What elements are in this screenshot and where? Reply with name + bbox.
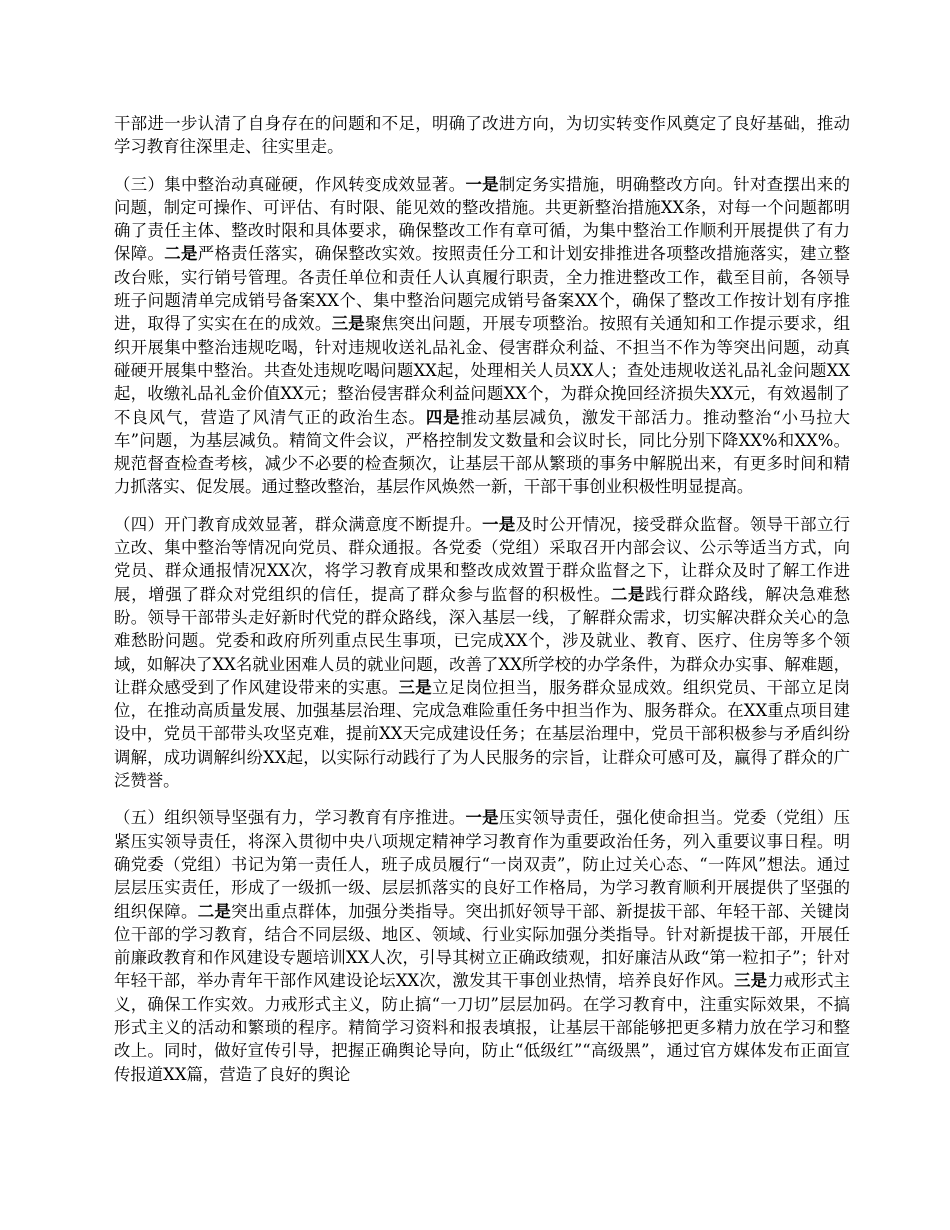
emphasis-marker: 四是 bbox=[425, 407, 461, 427]
text-run: （五）组织领导坚强有力，学习教育有序推进。 bbox=[114, 808, 466, 828]
paragraph-section-3 bbox=[114, 173, 850, 499]
emphasis-marker: 三是 bbox=[398, 677, 432, 697]
emphasis-marker: 一是 bbox=[482, 514, 516, 534]
text-run: 力戒形式主义，确保工作实效。力戒形式主义，防止搞“一刀切”层层加码。在学习教育中，注重实际效果，不搞形式主义的活动和繁琐的程序。精简学习资料和报表填报，让基层干部能够把更多精力放在学习和整改上。同时，做好宣传引导，把握正确舆论导向，防止“低级红”“高级黑”，通过官方媒体发布正面宣传报道XX篇，营造了良好的舆论 bbox=[114, 971, 851, 1084]
text-run: 压实领导责任，强化使命担当。党委（党组）压紧压实领导责任，将深入贯彻中央八项规定精神学习教育作为重要政治任务，列入重要议事日程。明确党委（党组）书记为第一责任人，班子成员履行“一岗双责”，防止过关心态、“一阵风”想法。通过层层压实责任，形成了一级抓一级、层层抓落实的良好工作格局，为学习教育顺利开展提供了坚强的组织保障。 bbox=[114, 808, 851, 921]
text-run: 聚焦突出问题，开展专项整治。按照有关通知和工作提示要求，组织开展集中整治违规吃喝，针对违规收送礼品礼金、侵害群众利益、不担当不作为等突出问题，动真碰硬开展集中整治。共查处违规吃喝问题XX起，处理相关人员XX人；查处违规收送礼品礼金问题XX起，收缴礼品礼金价值XX元；整治侵害群众利益问题XX个，为群众挽回经济损失XX元，有效遏制了不良风气，营造了风清气正的政治生态。 bbox=[114, 314, 851, 427]
text-run: 践行群众路线，解决急难愁盼。领导干部带头走好新时代党的群众路线，深入基层一线，了解群众需求，切实解决群众关心的急难愁盼问题。党委和政府所列重点民生事项，已完成XX个，涉及就业、教育、医疗、住房等多个领域，如解决了XX名就业困难人员的就业问题，改善了XX所学校的办学条件，为群众办实事、解难题，让群众感受到了作风建设带来的实惠。 bbox=[114, 584, 851, 697]
emphasis-marker: 一是 bbox=[465, 808, 499, 828]
text-run: 干部进一步认清了自身存在的问题和不足，明确了改进方向，为切实转变作风奠定了良好基础，推动学习教育往深里走、往实里走。 bbox=[114, 114, 850, 157]
emphasis-marker: 二是 bbox=[610, 584, 646, 604]
text-run: （四）开门教育成效显著，群众满意度不断提升。 bbox=[114, 514, 483, 534]
text-run: 制定务实措施，明确整改方向。针对查摆出来的问题，制定可操作、可评估、有时限、能见效的整改措施。共更新整治措施XX条，对每一个问题都明确了责任主体、整改时限和具体要求，确保整改工作有章可循，为集中整治工作顺利开展提供了有力保障。 bbox=[114, 174, 851, 264]
text-run: 及时公开情况，接受群众监督。领导干部立行立改、集中整治等情况向党员、群众通报。各党委（党组）采取召开内部会议、公示等适当方式，向党员、群众通报情况XX次，将学习教育成果和整改成效置于群众监督之下，让群众及时了解工作进展，增强了群众对党组织的信任，提高了群众参与监督的积极性。 bbox=[114, 514, 851, 604]
text-run: 立足岗位担当，服务群众显成效。组织党员、干部立足岗位，在推动高质量发展、加强基层治理、完成急难险重任务中担当作为、服务群众。在XX重点项目建设中，党员干部带头攻坚克难，提前XX天完成建设任务；在基层治理中，党员干部积极参与矛盾纠纷调解，成功调解纠纷XX起，以实际行动践行了为人民服务的宗旨，让群众可感可及，赢得了群众的广泛赞誉。 bbox=[114, 677, 851, 791]
emphasis-marker: 二是 bbox=[164, 244, 198, 264]
text-run: 突出重点群体，加强分类指导。突出抓好领导干部、新提拔干部、年轻干部、关键岗位干部的学习教育，结合不同层级、地区、领域、行业实际加强分类指导。针对新提拔干部，开展任前廉政教育和作风建设专题培训XX人次，引导其树立正确政绩观，扣好廉洁从政“第一粒扣子”；针对年轻干部，举办青年干部作风建设论坛XX次，激发其干事创业热情，培养良好作风。 bbox=[114, 901, 851, 991]
document-body bbox=[114, 112, 850, 1086]
paragraph-section-5 bbox=[114, 806, 850, 1086]
emphasis-marker: 三是 bbox=[331, 314, 366, 334]
text-run: 推动基层减负，激发干部活力。推动整治“小马拉大车”问题，为基层减负。精简文件会议，严格控制发文数量和会议时长，同比分别下降XX%和XX%。规范督查检查考核，减少不必要的检查频次，让基层干部从繁琐的事务中解脱出来，有更多时间和精力抓落实、促发展。通过整改整治，基层作风焕然一新，干部干事创业积极性明显提高。 bbox=[114, 407, 851, 497]
text-run: （三）集中整治动真碰硬，作风转变成效显著。 bbox=[114, 174, 466, 194]
emphasis-marker: 一是 bbox=[465, 174, 499, 194]
text-run: 严格责任落实，确保整改实效。按照责任分工和计划安排推进各项整改措施落实，建立整改台账，实行销号管理。各责任单位和责任人认真履行职责，全力推进整改工作，截至目前，各领导班子问题清单完成销号备案XX个、集中整治问题完成销号备案XX个，确保了整改工作按计划有序推进，取得了实实在在的成效。 bbox=[114, 244, 851, 334]
paragraph-continuation bbox=[114, 112, 850, 159]
paragraph-section-4 bbox=[114, 513, 850, 793]
emphasis-marker: 三是 bbox=[734, 971, 768, 991]
emphasis-marker: 二是 bbox=[197, 901, 232, 921]
